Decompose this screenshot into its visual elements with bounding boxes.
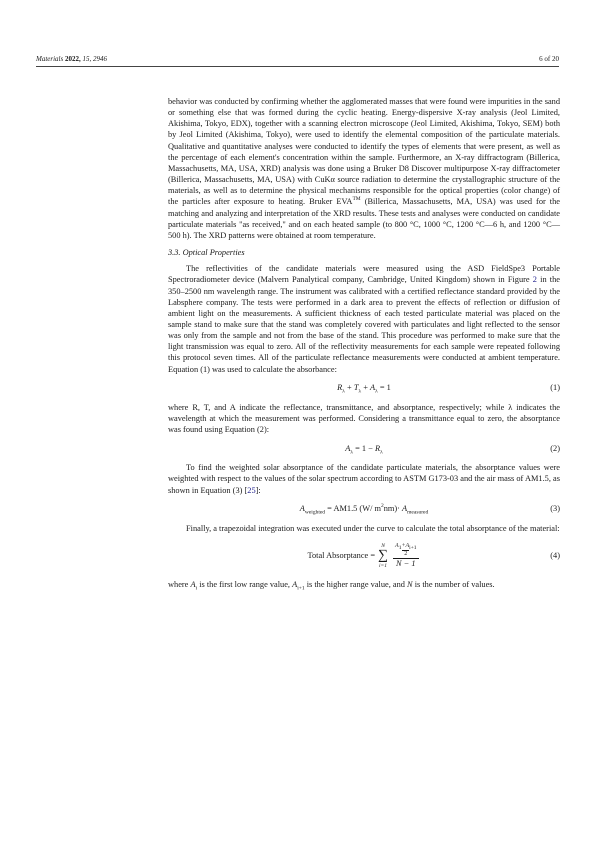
sum-lower-limit: i=1 — [379, 562, 388, 569]
denominator — [396, 559, 416, 569]
equation-text: = AM1.5 (W/ m — [325, 504, 381, 514]
header-rule — [36, 66, 559, 67]
equation-number: (1) — [550, 383, 560, 393]
subscript-lambda: λ — [375, 388, 378, 395]
equation-1-formula — [337, 382, 391, 393]
subscript-one: 1 — [398, 545, 402, 552]
subscript-i-plus-one: i+1 — [297, 585, 305, 592]
sum-upper-limit: N — [381, 542, 385, 549]
equation-3 — [168, 501, 560, 517]
equation-text-cont: nm)· — [383, 504, 403, 514]
paragraph-text-end: is the number of values. — [412, 579, 495, 589]
page-header — [36, 55, 559, 63]
subscript-lambda: λ — [350, 449, 354, 456]
symbol-a: A — [370, 383, 376, 393]
paragraph-text-cont: is the higher range value, and — [304, 579, 408, 589]
journal-volume: 15, — [82, 55, 92, 63]
paragraph-text: The reflectivities of the candidate materials were measured using the ASD FieldSpe3 Portable Spectroradiometer device (Malvern Panalytical company, Cambridge, United Kingdom) shown in Figure — [168, 264, 560, 285]
equation-number: (2) — [550, 443, 560, 453]
journal-year: 2022, — [64, 55, 81, 63]
equation-4-formula — [307, 542, 420, 570]
section-title: 3.3. Optical Properties — [168, 248, 245, 258]
symbol-a: A — [299, 504, 305, 514]
equation-1 — [168, 380, 560, 396]
operator-plus: + — [344, 383, 354, 393]
symbol-t: T — [353, 383, 359, 393]
symbol-n: N — [407, 579, 413, 589]
paragraph-text-cont: (Billerica, Massachusetts, MA, USA) was used for the matching and analyzing and interpretation of the XRD results. These tests and analyses were conducted on candidate particulate materials "as received," and on each heated sample (to 800 °C, 1000 °C, 1200 °C—6 h, and 1200 °C—500 h). The XRD patterns were obtained at room temperature. — [168, 197, 560, 240]
equation-number: (3) — [550, 504, 560, 514]
paragraph-methods — [168, 96, 560, 241]
trademark-superscript: TM — [352, 196, 361, 203]
subscript-i-plus-one: i+1 — [409, 545, 417, 552]
symbol-a: A — [190, 579, 196, 589]
operator-plus: + — [361, 383, 371, 393]
sigma-glyph: ∑ — [378, 547, 389, 563]
paragraph-variables — [168, 579, 560, 590]
subscript-i: i — [195, 585, 198, 592]
equation-4 — [168, 539, 560, 573]
paragraph-text: behavior was conducted by confirming whether the agglomerated masses that were found were impurities in the sand or something else that was formed during the cyclic heating. Energy-dispersive X-ray analysis (Jeol Limited, Akishima, Tokyo, EDX), together with a scanning electron microscope (Jeol Limited, Akishima, Tokyo, SEM) both by Jeol Limited (Akishima, Tokyo), were used to identify the elemental composition of the particulate materials. Qualitative and quantitative analyses were conducted to identify the types of elements that were present, as well as the percentage of each element's concentration within the sample. Furthermore, an X-ray diffractogram (Billerica, Massachusetts, MA, USA, XRD) analysis was done using a Bruker D8 Discover multipurpose X-ray diffractometer (Billerica, Massachusetts, MA, USA) with CuKα source radiation to determine the crystallographic structure of the materials, as well as to determine the physical mechanisms responsible for the optical properties (color change) of the particles after exposure to heating. Bruker EVA — [168, 97, 560, 207]
paragraph-optical — [168, 263, 560, 375]
paragraph-text-cont: in the 350–2500 nm wavelength range. The instrument was calibrated with a certified reflectance standard provided by the Labsphere company. The tests were performed in a dark area to prevent the effects of reflection or diffusion of ambient light on the measurements. A sufficient thickness of each tested particulate material was placed on the sample stand to make sure that the stand was completely covered with particulates and light reflected to the sensor was only from the sample and not from the base of the stand. This procedure was performed to make sure that the light transmission was equal to zero. All of the reflectivity measurements for each sample were repeated following this protocol seven times. All of the particulate reflectance measurements were conducted at ambient temperature. Equation (1) was used to calculate the absorbance: — [168, 275, 560, 374]
symbol-a: A — [395, 542, 399, 549]
paragraph-text-cont: ]: — [255, 485, 261, 495]
symbol-a: A — [402, 504, 408, 514]
fraction — [393, 543, 419, 569]
subscript-lambda: λ — [358, 388, 362, 395]
symbol-r: R — [374, 443, 381, 453]
summation-symbol — [378, 542, 388, 570]
journal-name: Materials — [36, 55, 64, 63]
citation-link[interactable]: 25 — [247, 485, 256, 495]
paragraph-text: To find the weighted solar absorptance of the candidate particulate materials, the absorptance values were weighted with respect to the values of the solar spectrum according to ASTM G173-03 and the air mass of AM1.5, as shown in Equation (3) [ — [168, 463, 560, 495]
subscript-lambda: λ — [380, 449, 383, 456]
operator-equals: = 1 − — [353, 443, 375, 453]
journal-citation — [36, 55, 107, 63]
page-number: 6 of 20 — [539, 55, 559, 63]
paragraph-integration: Finally, a trapezoidal integration was executed under the curve to calculate the total absorptance of the material: — [186, 523, 560, 533]
article-number: 2946 — [92, 55, 107, 63]
figure-link[interactable]: 2 — [532, 275, 537, 285]
equation-2 — [168, 440, 560, 456]
symbol-r: R — [337, 383, 343, 393]
numerator-top — [395, 543, 417, 550]
paragraph-text-cont: is the first low range value, — [197, 579, 293, 589]
article-body — [168, 96, 560, 590]
equation-label: Total Absorptance = — [307, 551, 376, 561]
paragraph-definitions: where R, T, and A indicate the reflectance, transmittance, and absorptance, respectively; while λ indicates the wavelength at which the measurement was performed. Considering a transmittance equal to zero, the absorptance was found using Equation (2): — [168, 402, 560, 435]
equals-one: = 1 — [377, 383, 391, 393]
symbol-a: A — [292, 579, 298, 589]
paragraph-text: where — [168, 579, 191, 589]
denominator-text: N − 1 — [396, 558, 416, 568]
superscript-two: 2 — [380, 503, 384, 510]
paragraph-weighted — [168, 462, 560, 495]
equation-number: (4) — [550, 551, 560, 561]
subscript-weighted: weighted — [304, 509, 326, 516]
numerator-two: 2 — [404, 550, 408, 557]
subscript-lambda: λ — [342, 388, 345, 395]
symbol-a: A — [345, 443, 351, 453]
subscript-measured: measured — [407, 509, 429, 516]
numerator — [393, 543, 419, 559]
plus-a: +A — [401, 542, 410, 549]
equation-3-formula — [300, 503, 428, 514]
equation-2-formula — [345, 443, 383, 454]
